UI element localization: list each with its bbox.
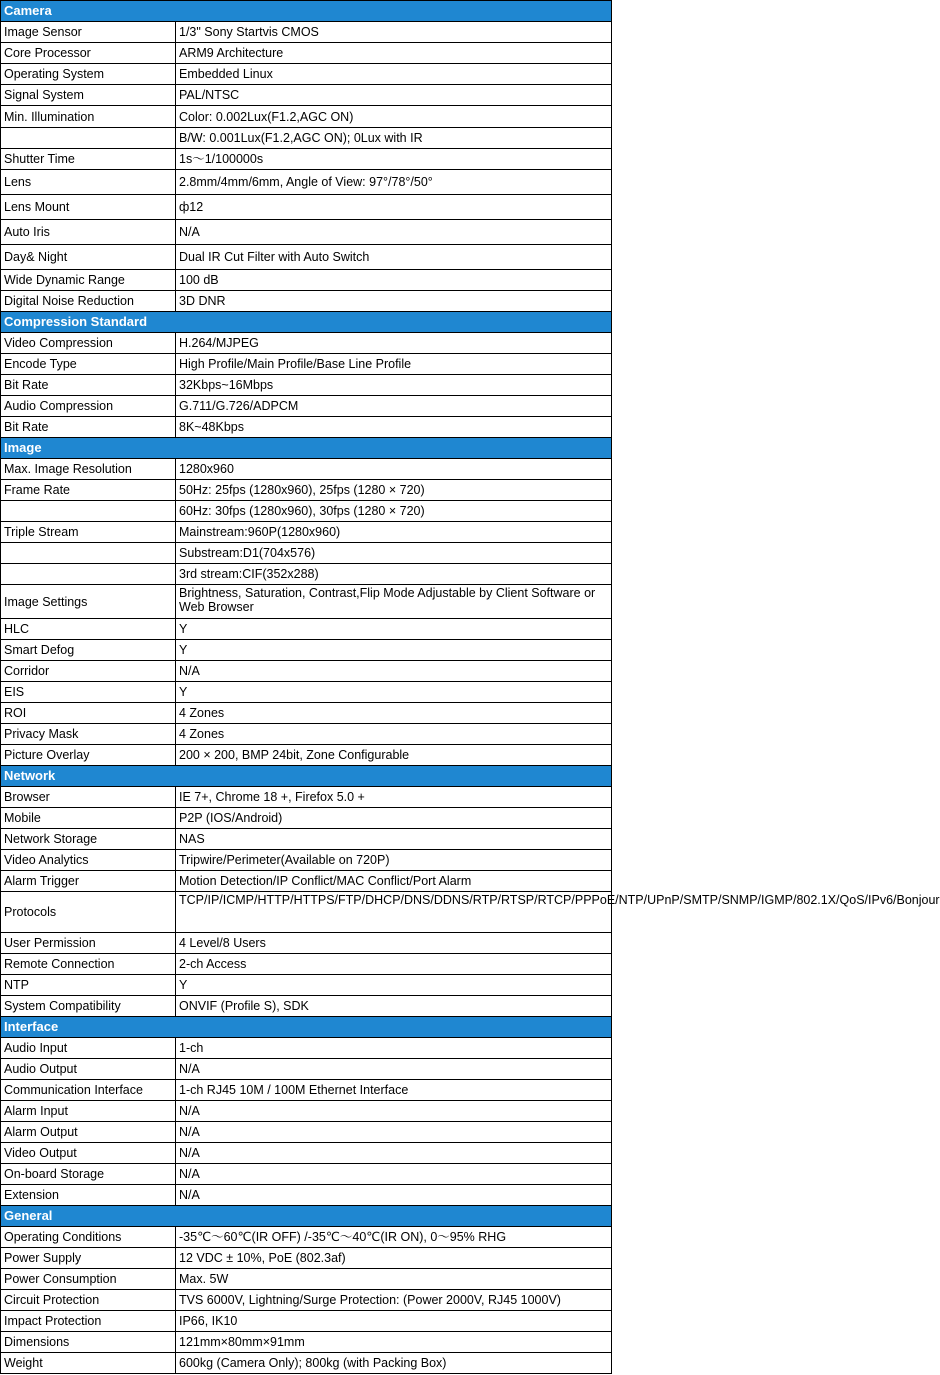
- spec-label: Video Compression: [1, 333, 176, 354]
- spec-row: [1, 128, 612, 149]
- spec-value: 4 Level/8 Users: [176, 933, 612, 954]
- section-header-compression-standard: [1, 312, 612, 333]
- spec-value: N/A: [176, 220, 612, 245]
- spec-row: [1, 170, 612, 195]
- spec-label: [1, 543, 176, 564]
- spec-value: ONVIF (Profile S), SDK: [176, 996, 612, 1017]
- spec-label: [1, 501, 176, 522]
- spec-row: [1, 892, 612, 933]
- spec-row: [1, 149, 612, 170]
- spec-row: [1, 1143, 612, 1164]
- spec-label: Circuit Protection: [1, 1290, 176, 1311]
- spec-value: N/A: [176, 1143, 612, 1164]
- spec-label: HLC: [1, 619, 176, 640]
- spec-label: EIS: [1, 682, 176, 703]
- spec-value: 100 dB: [176, 270, 612, 291]
- spec-label: Image Settings: [1, 585, 176, 619]
- spec-value: 3D DNR: [176, 291, 612, 312]
- spec-row: [1, 1122, 612, 1143]
- spec-row: [1, 871, 612, 892]
- spec-value: 3rd stream:CIF(352x288): [176, 564, 612, 585]
- spec-label: Video Analytics: [1, 850, 176, 871]
- spec-row: [1, 619, 612, 640]
- spec-row: [1, 585, 612, 619]
- spec-row: [1, 1080, 612, 1101]
- spec-value: PAL/NTSC: [176, 85, 612, 106]
- spec-value: Embedded Linux: [176, 64, 612, 85]
- spec-value: 4 Zones: [176, 703, 612, 724]
- spec-label: Smart Defog: [1, 640, 176, 661]
- spec-value: Brightness, Saturation, Contrast,Flip Mode Adjustable by Client Software or Web Browser: [176, 585, 612, 619]
- spec-value: Substream:D1(704x576): [176, 543, 612, 564]
- spec-value: N/A: [176, 1185, 612, 1206]
- section-title: Camera: [1, 1, 612, 22]
- spec-value: N/A: [176, 1164, 612, 1185]
- spec-row: [1, 333, 612, 354]
- spec-label: Audio Input: [1, 1038, 176, 1059]
- spec-label: Encode Type: [1, 354, 176, 375]
- spec-value: 60Hz: 30fps (1280x960), 30fps (1280 × 720): [176, 501, 612, 522]
- spec-label: Lens: [1, 170, 176, 195]
- spec-value: 2-ch Access: [176, 954, 612, 975]
- spec-value: 4 Zones: [176, 724, 612, 745]
- spec-label: Corridor: [1, 661, 176, 682]
- spec-row: [1, 564, 612, 585]
- spec-label: [1, 564, 176, 585]
- spec-label: [1, 128, 176, 149]
- spec-label: Alarm Trigger: [1, 871, 176, 892]
- spec-label: User Permission: [1, 933, 176, 954]
- spec-label: Shutter Time: [1, 149, 176, 170]
- section-header-interface: [1, 1017, 612, 1038]
- spec-label: Extension: [1, 1185, 176, 1206]
- spec-label: Power Consumption: [1, 1269, 176, 1290]
- spec-value: 1-ch RJ45 10M / 100M Ethernet Interface: [176, 1080, 612, 1101]
- spec-label: Image Sensor: [1, 22, 176, 43]
- spec-label: Bit Rate: [1, 375, 176, 396]
- spec-label: Impact Protection: [1, 1311, 176, 1332]
- spec-row: [1, 1038, 612, 1059]
- spec-label: Communication Interface: [1, 1080, 176, 1101]
- spec-value: TVS 6000V, Lightning/Surge Protection: (Power 2000V, RJ45 1000V): [176, 1290, 612, 1311]
- spec-label: Picture Overlay: [1, 745, 176, 766]
- spec-value: 600kg (Camera Only); 800kg (with Packing Box): [176, 1353, 612, 1374]
- spec-row: [1, 703, 612, 724]
- spec-value: 1-ch: [176, 1038, 612, 1059]
- spec-label: Lens Mount: [1, 195, 176, 220]
- spec-value: Mainstream:960P(1280x960): [176, 522, 612, 543]
- spec-value: 121mm×80mm×91mm: [176, 1332, 612, 1353]
- spec-row: [1, 808, 612, 829]
- spec-label: Video Output: [1, 1143, 176, 1164]
- spec-row: [1, 1311, 612, 1332]
- spec-row: [1, 354, 612, 375]
- spec-label: Min. Illumination: [1, 106, 176, 128]
- spec-label: On-board Storage: [1, 1164, 176, 1185]
- spec-value: 12 VDC ± 10%, PoE (802.3af): [176, 1248, 612, 1269]
- spec-value: Y: [176, 619, 612, 640]
- spec-row: [1, 1101, 612, 1122]
- spec-label: Core Processor: [1, 43, 176, 64]
- section-header-image: [1, 438, 612, 459]
- spec-row: [1, 64, 612, 85]
- spec-row: [1, 85, 612, 106]
- spec-value: H.264/MJPEG: [176, 333, 612, 354]
- spec-row: [1, 43, 612, 64]
- spec-label: Day& Night: [1, 245, 176, 270]
- spec-row: [1, 501, 612, 522]
- spec-label: Alarm Output: [1, 1122, 176, 1143]
- spec-row: [1, 640, 612, 661]
- spec-value: 200 × 200, BMP 24bit, Zone Configurable: [176, 745, 612, 766]
- spec-row: [1, 724, 612, 745]
- spec-value: 50Hz: 25fps (1280x960), 25fps (1280 × 720): [176, 480, 612, 501]
- spec-label: Wide Dynamic Range: [1, 270, 176, 291]
- spec-value: N/A: [176, 1122, 612, 1143]
- spec-value: Y: [176, 640, 612, 661]
- spec-row: [1, 1059, 612, 1080]
- spec-value: 2.8mm/4mm/6mm, Angle of View: 97°/78°/50°: [176, 170, 612, 195]
- spec-label: Frame Rate: [1, 480, 176, 501]
- section-header-network: [1, 766, 612, 787]
- spec-row: [1, 996, 612, 1017]
- spec-value: -35℃～60℃(IR OFF) /-35℃～40℃(IR ON), 0～95% RHG: [176, 1227, 612, 1248]
- spec-row: [1, 1185, 612, 1206]
- spec-row: [1, 787, 612, 808]
- spec-row: [1, 22, 612, 43]
- spec-row: [1, 220, 612, 245]
- spec-row: [1, 1269, 612, 1290]
- spec-row: [1, 661, 612, 682]
- spec-value: IP66, IK10: [176, 1311, 612, 1332]
- spec-row: [1, 522, 612, 543]
- spec-value: NAS: [176, 829, 612, 850]
- spec-value: B/W: 0.001Lux(F1.2,AGC ON); 0Lux with IR: [176, 128, 612, 149]
- spec-value: 32Kbps~16Mbps: [176, 375, 612, 396]
- spec-label: Network Storage: [1, 829, 176, 850]
- spec-row: [1, 106, 612, 128]
- spec-value: TCP/IP/ICMP/HTTP/HTTPS/FTP/DHCP/DNS/DDNS/RTP/RTSP/RTCP/PPPoE/NTP/UPnP/SMTP/SNMP/IGMP/802.1X/QoS/IPv6/Bonjour: [176, 892, 612, 933]
- spec-value: Y: [176, 975, 612, 996]
- spec-value: P2P (IOS/Android): [176, 808, 612, 829]
- spec-label: System Compatibility: [1, 996, 176, 1017]
- spec-row: [1, 1353, 612, 1374]
- spec-label: Remote Connection: [1, 954, 176, 975]
- spec-table-body: [1, 1, 940, 1374]
- spec-row: [1, 543, 612, 564]
- spec-row: [1, 1248, 612, 1269]
- spec-label: Dimensions: [1, 1332, 176, 1353]
- spec-label: Bit Rate: [1, 417, 176, 438]
- spec-row: [1, 1227, 612, 1248]
- spec-label: Operating System: [1, 64, 176, 85]
- spec-value: N/A: [176, 1101, 612, 1122]
- spec-value: 1/3" Sony Startvis CMOS: [176, 22, 612, 43]
- spec-label: Protocols: [1, 892, 176, 933]
- section-title: Compression Standard: [1, 312, 612, 333]
- spec-label: Triple Stream: [1, 522, 176, 543]
- spec-value: N/A: [176, 661, 612, 682]
- spec-label: Audio Compression: [1, 396, 176, 417]
- section-title: Image: [1, 438, 612, 459]
- spec-row: [1, 850, 612, 871]
- section-title: General: [1, 1206, 612, 1227]
- spec-label: Digital Noise Reduction: [1, 291, 176, 312]
- spec-row: [1, 459, 612, 480]
- spec-row: [1, 270, 612, 291]
- spec-label: Auto Iris: [1, 220, 176, 245]
- spec-value: ф12: [176, 195, 612, 220]
- spec-value: Tripwire/Perimeter(Available on 720P): [176, 850, 612, 871]
- spec-row: [1, 375, 612, 396]
- spec-row: [1, 291, 612, 312]
- spec-value: 8K~48Kbps: [176, 417, 612, 438]
- spec-value: High Profile/Main Profile/Base Line Profile: [176, 354, 612, 375]
- spec-label: Power Supply: [1, 1248, 176, 1269]
- spec-row: [1, 245, 612, 270]
- spec-row: [1, 1290, 612, 1311]
- spec-label: NTP: [1, 975, 176, 996]
- spec-row: [1, 480, 612, 501]
- spec-value: IE 7+, Chrome 18 +, Firefox 5.0 +: [176, 787, 612, 808]
- section-title: Network: [1, 766, 612, 787]
- spec-value: Motion Detection/IP Conflict/MAC Conflict/Port Alarm: [176, 871, 612, 892]
- spec-value: ARM9 Architecture: [176, 43, 612, 64]
- spec-label: Signal System: [1, 85, 176, 106]
- spec-label: Weight: [1, 1353, 176, 1374]
- spec-label: Operating Conditions: [1, 1227, 176, 1248]
- spec-label: Privacy Mask: [1, 724, 176, 745]
- spec-value: Color: 0.002Lux(F1.2,AGC ON): [176, 106, 612, 128]
- spec-value: G.711/G.726/ADPCM: [176, 396, 612, 417]
- spec-row: [1, 1164, 612, 1185]
- spec-value: N/A: [176, 1059, 612, 1080]
- spec-row: [1, 1332, 612, 1353]
- spec-value: 1280x960: [176, 459, 612, 480]
- spec-row: [1, 417, 612, 438]
- spec-value: Y: [176, 682, 612, 703]
- spec-label: Max. Image Resolution: [1, 459, 176, 480]
- spec-label: Mobile: [1, 808, 176, 829]
- section-title: Interface: [1, 1017, 612, 1038]
- spec-label: Browser: [1, 787, 176, 808]
- spec-value: Dual IR Cut Filter with Auto Switch: [176, 245, 612, 270]
- spec-row: [1, 954, 612, 975]
- spec-row: [1, 195, 612, 220]
- spec-row: [1, 396, 612, 417]
- spec-label: ROI: [1, 703, 176, 724]
- spec-label: Alarm Input: [1, 1101, 176, 1122]
- spec-row: [1, 829, 612, 850]
- spec-value: Max. 5W: [176, 1269, 612, 1290]
- spec-row: [1, 975, 612, 996]
- section-header-general: [1, 1206, 612, 1227]
- spec-row: [1, 933, 612, 954]
- section-header-camera: [1, 1, 612, 22]
- spec-row: [1, 745, 612, 766]
- spec-label: Audio Output: [1, 1059, 176, 1080]
- spec-value: 1s～1/100000s: [176, 149, 612, 170]
- spec-row: [1, 682, 612, 703]
